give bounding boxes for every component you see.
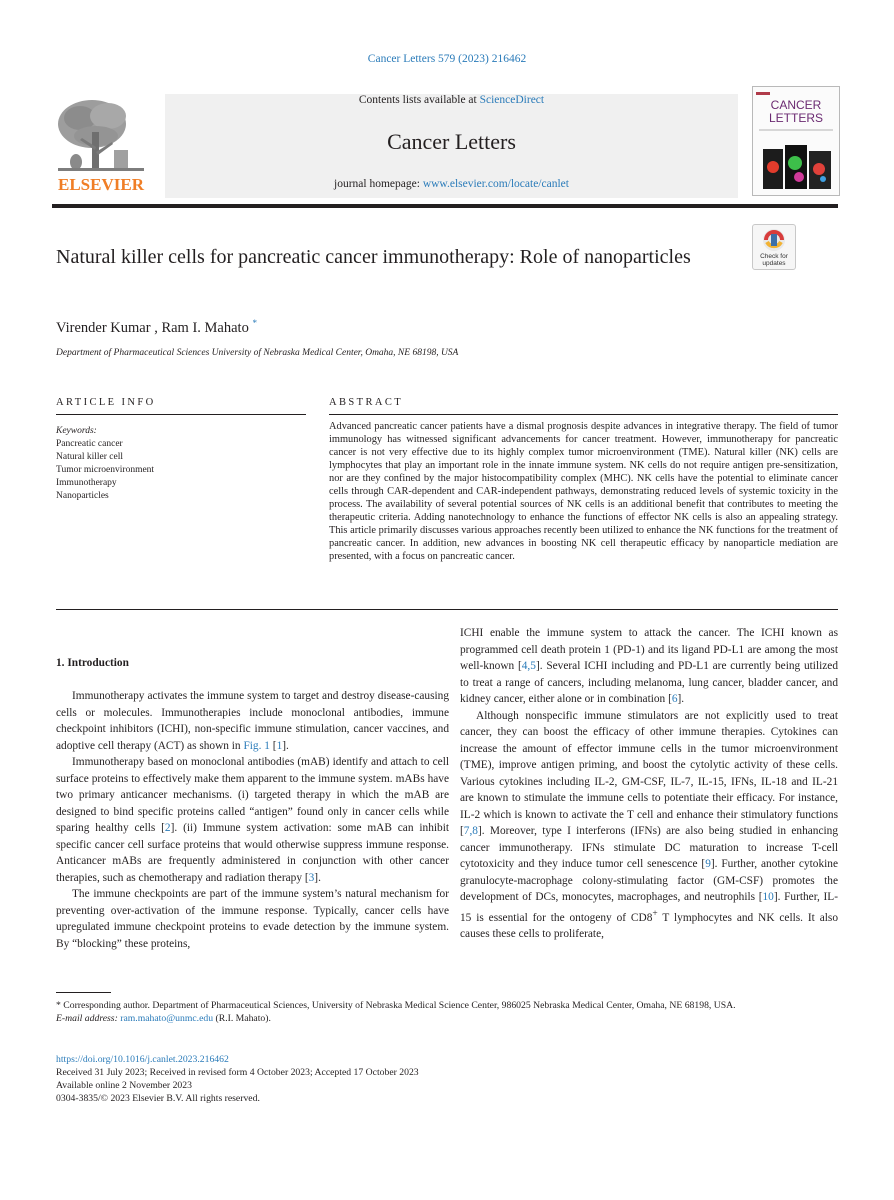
received-dates: Received 31 July 2023; Received in revised form 4 October 2023; Accepted 17 October 2023	[56, 1067, 419, 1078]
corresponding-author-note: * Corresponding author. Department of Pharmaceutical Sciences, University of Nebraska Medical Science Center, 986025 Nebraska Medical Center, Omaha, NE 68198, USA.	[56, 1000, 736, 1011]
copyright-line: 0304-3835/© 2023 Elsevier B.V. All rights reserved.	[56, 1093, 260, 1104]
cover-title-line1: CANCER	[770, 98, 822, 112]
body-paragraph: Immunotherapy activates the immune system to target and destroy disease-causing cells or molecules. Immunotherapies include monoclonal antibodies, immune checkpoint inhibitors (ICHI), non-specific immune stimulation, cancer vaccines, and adoptive cell therapy (ACT) as shown in Fig. 1 [1].	[56, 690, 449, 752]
contents-line	[165, 94, 738, 106]
citation-link[interactable]: 9	[705, 858, 711, 870]
citation-link[interactable]: 7,8	[463, 825, 478, 837]
online-date: Available online 2 November 2023	[56, 1080, 192, 1091]
doi-link[interactable]: https://doi.org/10.1016/j.canlet.2023.216462	[56, 1054, 229, 1065]
cover-title-line2: LETTERS	[768, 111, 824, 125]
email-link[interactable]: ram.mahato@unmc.edu	[120, 1013, 214, 1024]
article-title: Natural killer cells for pancreatic cancer immunotherapy: Role of nanoparticles	[56, 246, 691, 268]
elsevier-logo[interactable]	[52, 92, 150, 196]
keyword-item: Pancreatic cancer	[56, 439, 123, 449]
journal-cover[interactable]	[752, 86, 840, 196]
author-name[interactable]: Virender Kumar	[56, 319, 151, 336]
email-suffix: (R.I. Mahato).	[213, 1013, 271, 1024]
body-paragraph: Immunotherapy based on monoclonal antibodies (mAB) identify and attach to cell surface proteins to effectively make them apparent to the immune system. mABs have two primary anticancer mechanisms. (i) targeted therapy in which the mAB are designed to bind specific proteins called “antigen” found only in cancer cells while sparing healthy cells [2]. (ii) Immune system activation: some mAB can inhibit specific cancer cell surface proteins that would otherwise suppress immune response. Anticancer mABs are frequently administered in conjunction with other cancer therapies, such as chemotherapy and radiation therapy [3].	[56, 756, 449, 884]
homepage-link[interactable]: www.elsevier.com/locate/canlet	[422, 178, 569, 190]
author-name[interactable]: Ram I. Mahato	[161, 319, 249, 336]
abstract-rule	[329, 414, 838, 415]
keywords-title: Keywords:	[56, 426, 97, 436]
elsevier-wordmark: ELSEVIER	[58, 175, 144, 194]
article-info-heading: ARTICLE INFO	[56, 397, 156, 408]
citation-link[interactable]: 6	[671, 693, 678, 705]
elsevier-tree-icon	[52, 92, 150, 196]
footnote	[56, 999, 838, 1025]
author-affiliation: Department of Pharmaceutical Sciences University of Nebraska Medical Center, Omaha, NE 68198, USA	[56, 348, 459, 358]
author-list	[56, 318, 257, 337]
email-label: E-mail address:	[56, 1013, 121, 1024]
footnote-rule	[56, 992, 111, 993]
email-line	[56, 1012, 838, 1025]
keyword-item: Nanoparticles	[56, 491, 109, 501]
homepage-line	[165, 178, 738, 190]
keyword-item: Immunotherapy	[56, 478, 117, 488]
body-paragraph: The immune checkpoints are part of the immune system’s natural mechanism for preventing over-activation of the immune response. Typically, cancer cells have upregulated immune checkpoint proteins to evade detection by the immune system. By “blocking” these proteins,	[56, 888, 449, 950]
body-column-right	[460, 625, 838, 942]
publication-info	[56, 1053, 838, 1105]
header-rule	[52, 204, 838, 208]
figure-link[interactable]: Fig. 1	[243, 739, 270, 752]
keyword-item: Natural killer cell	[56, 452, 123, 462]
body-paragraph: ICHI enable the immune system to attack the cancer. The ICHI known as programmed cell death protein 1 (PD-1) and its ligand PD-L1 are among the most well-known [4,5]. Several ICHI including and PD-L1 are currently being utilized to treat a range of cancers, including melanoma, lung cancer, bladder cancer, and kidney cancer, either alone or in combination [6].	[460, 627, 838, 705]
check-for-updates-badge[interactable]	[752, 224, 796, 270]
abstract-text: Advanced pancreatic cancer patients have a dismal prognosis despite advances in integrative therapy. The field of tumor immunology has witnessed significant advancements for cancer treatment. However, immunotherapy for pancreatic cancer is not very effective due to its highly complex tumor microenvironment (TME). Natural killer (NK) cells are lymphocytes that play an important role in the innate immune system. NK cells do not require antigen pre-sensitization, nor are they confined by the major histocompatibility complex (MHC). NK cells have the potential to eliminate cancer cells through CAR-dependent and CAR-independent pathways, demonstrating reduced levels of systemic toxicity in the process. The availability of several potential sources of NK cells is an additional benefit that contributes to meeting the therapeutic criteria. Adding nanotechnology to enhance the functions of effector NK cells is also an appealing strategy. This article primarily discusses various approaches recently been utilized to enhance the NK functions for the treatment of pancreatic cancer. In addition, new advances in boosting NK cell therapeutic efficacy by nanoparticle mediation are presented, with a focus on pancreatic cancer.	[329, 421, 838, 562]
keywords-block	[56, 425, 306, 503]
keyword-item: Tumor microenvironment	[56, 465, 155, 475]
sciencedirect-link[interactable]: ScienceDirect	[479, 94, 545, 106]
abstract-end-rule	[56, 609, 838, 610]
section-heading-introduction: 1. Introduction	[56, 657, 129, 669]
body-column-left	[56, 688, 449, 952]
journal-name: Cancer Letters	[387, 129, 516, 154]
body-paragraph: Although nonspecific immune stimulators are not explicitly used to treat cancer, they can boost the efficacy of other immune therapies. Cytokines can increase the amount of effector immune cells in the tumor microenvironment (TME), improve antigen priming, and boost the cytolytic activity of these cells. Various cytokines including IL-2, GM-CSF, IL-7, IL-15, IFNs, IL-18 and IL-21 are known to stimulate the immune cells to potentiate their efficacy. For instance, IL-2 which is known to activate the T cell and enhance their stimulatory functions [7,8]. Moreover, type I interferons (IFNs) are also being studied in enhancing cancer immunotherapy. IFNs stimulate DC maturation to increase T-cell cytotoxicity and they induce tumor cell senescence [9]. Further, another cytokine granulocyte-macrophage colony-stimulating factor (GM-CSF) promotes the development of DCs, monocytes, macrophages, and neutrophils [10]. Further, IL-15 is essential for the ontogeny of CD8+ T lymphocytes and NK cells. It also causes these cells to proliferate,	[460, 709, 839, 940]
journal-cover-image	[753, 87, 839, 195]
abstract-heading: ABSTRACT	[329, 397, 404, 408]
contents-prefix: Contents lists available at	[358, 94, 480, 106]
article-info-rule	[56, 414, 306, 415]
homepage-prefix: journal homepage:	[334, 178, 423, 190]
author-separator: ,	[150, 319, 162, 336]
crossmark-icon	[753, 225, 795, 253]
citation-link[interactable]: 3	[308, 871, 315, 884]
corresponding-author-mark[interactable]: *	[252, 318, 257, 328]
citation-link[interactable]: 1	[276, 739, 283, 752]
journal-reference[interactable]: Cancer Letters 579 (2023) 216462	[367, 53, 527, 65]
citation-link[interactable]: 10	[762, 891, 774, 903]
citation-link[interactable]: 4,5	[521, 660, 536, 672]
citation-link[interactable]: 2	[164, 822, 171, 834]
check-for-updates-label: Check for updates	[760, 253, 788, 267]
